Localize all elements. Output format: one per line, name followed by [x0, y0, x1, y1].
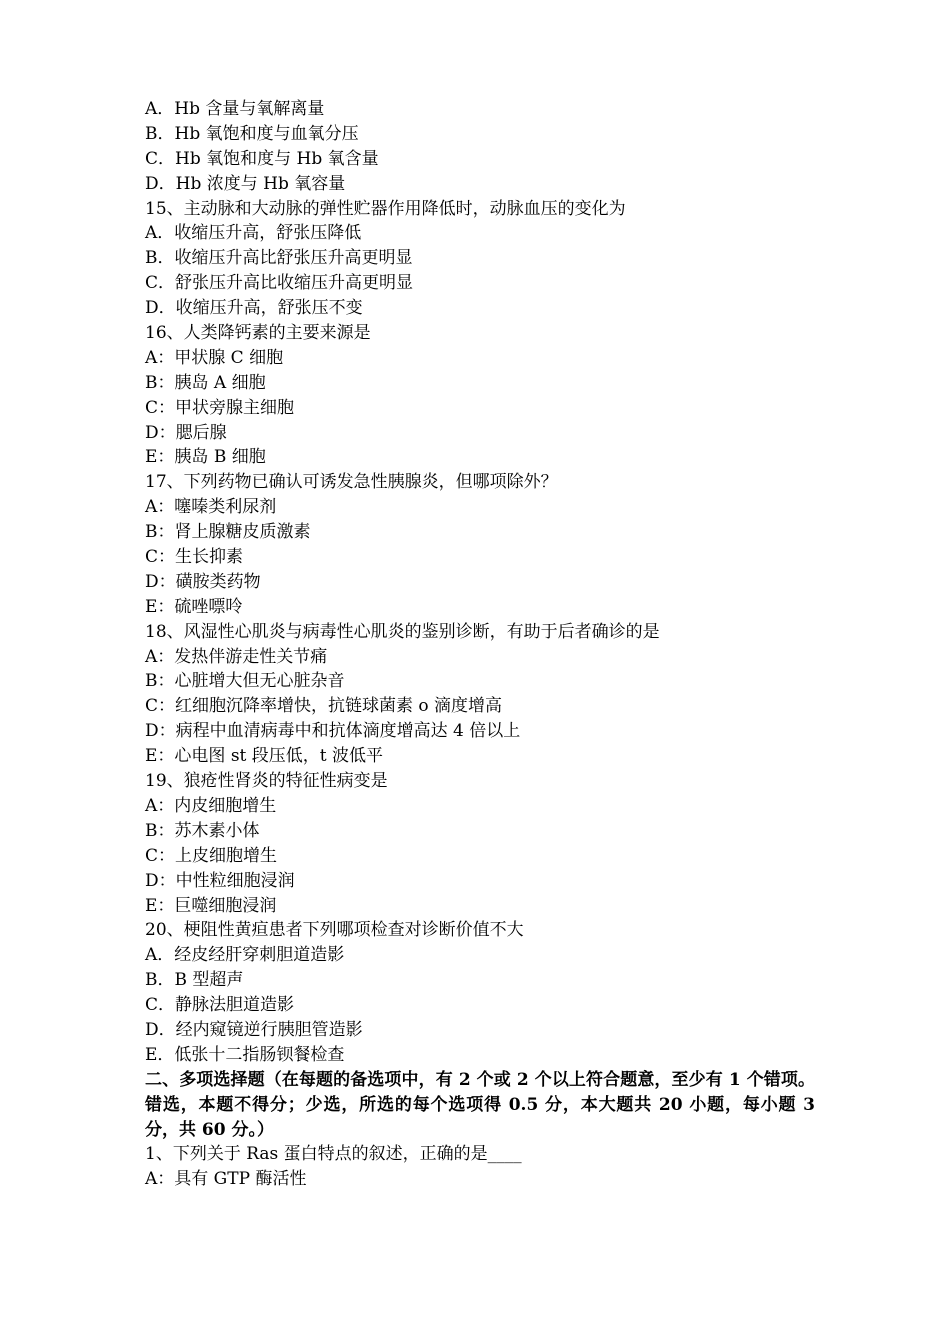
text-line: C：甲状旁腺主细胞	[145, 397, 295, 418]
text-line: 19、狼疮性肾炎的特征性病变是	[145, 771, 388, 792]
text-line: C．Hb 氧饱和度与 Hb 氧含量	[145, 148, 379, 169]
text-line: A：内皮细胞增生	[145, 795, 277, 816]
text-line: 18、风湿性心肌炎与病毒性心肌炎的鉴别诊断，有助于后者确诊的是	[145, 621, 660, 642]
text-line: E．低张十二指肠钡餐检查	[145, 1044, 345, 1065]
text-line: C：红细胞沉降率增快，抗链球菌素 o 滴度增高	[145, 696, 503, 717]
text-line: D：腮后腺	[145, 422, 227, 443]
text-line: 20、梗阻性黄疸患者下列哪项检查对诊断价值不大	[145, 920, 524, 941]
text-line: B：苏木素小体	[145, 820, 260, 841]
text-line: C：上皮细胞增生	[145, 845, 278, 866]
text-line: B：心脏增大但无心脏杂音	[145, 671, 345, 692]
document-content	[145, 97, 815, 1192]
text-line: A．收缩压升高，舒张压降低	[145, 223, 362, 244]
text-line: A：噻嗪类利尿剂	[145, 497, 277, 518]
text-line: B：肾上腺糖皮质激素	[145, 522, 311, 543]
text-line: C．静脉法胆道造影	[145, 995, 295, 1016]
question-list-single-choice	[145, 97, 815, 1068]
text-line: A．经皮经肝穿刺胆道造影	[145, 945, 345, 966]
text-line: A：发热伴游走性关节痛	[145, 646, 328, 667]
text-line: B．Hb 氧饱和度与血氧分压	[145, 123, 359, 144]
text-line: D：病程中血清病毒中和抗体滴度增高达 4 倍以上	[145, 721, 521, 742]
text-line: D：磺胺类药物	[145, 571, 261, 592]
text-line: 17、下列药物已确认可诱发急性胰腺炎，但哪项除外？	[145, 472, 558, 493]
question-list-multiple-choice	[145, 1142, 815, 1192]
text-line: 15、主动脉和大动脉的弹性贮器作用降低时，动脉血压的变化为	[145, 198, 626, 219]
text-line: 1、下列关于 Ras 蛋白特点的叙述，正确的是____	[145, 1144, 522, 1165]
text-line: E：巨噬细胞浸润	[145, 895, 277, 916]
text-line: B．收缩压升高比舒张压升高更明显	[145, 248, 413, 269]
text-line: E：胰岛 B 细胞	[145, 447, 266, 468]
text-line: A：具有 GTP 酶活性	[145, 1169, 307, 1190]
text-line: D．Hb 浓度与 Hb 氧容量	[145, 173, 346, 194]
text-line: D：中性粒细胞浸润	[145, 870, 295, 891]
text-line: C．舒张压升高比收缩压升高更明显	[145, 273, 414, 294]
text-line: E：心电图 st 段压低，t 波低平	[145, 746, 384, 767]
text-line: A：甲状腺 C 细胞	[145, 347, 284, 368]
text-line: E：硫唑嘌呤	[145, 596, 243, 617]
text-line: B：胰岛 A 细胞	[145, 372, 266, 393]
text-line: B．B 型超声	[145, 970, 244, 991]
text-line: D．经内窥镜逆行胰胆管造影	[145, 1019, 363, 1040]
text-line: 16、人类降钙素的主要来源是	[145, 323, 371, 344]
text-line: C：生长抑素	[145, 547, 244, 568]
text-line: D．收缩压升高，舒张压不变	[145, 298, 363, 319]
section-heading-multiple-choice: 二、多项选择题（在每题的备选项中，有 2 个或 2 个以上符合题意，至少有 1 个错项。错选，本题不得分；少选，所选的每个选项得 0.5 分，本大题共 20 小题，每小题 3 分，共 60 分。）	[145, 1069, 815, 1140]
text-line: A．Hb 含量与氧解离量	[145, 99, 325, 119]
